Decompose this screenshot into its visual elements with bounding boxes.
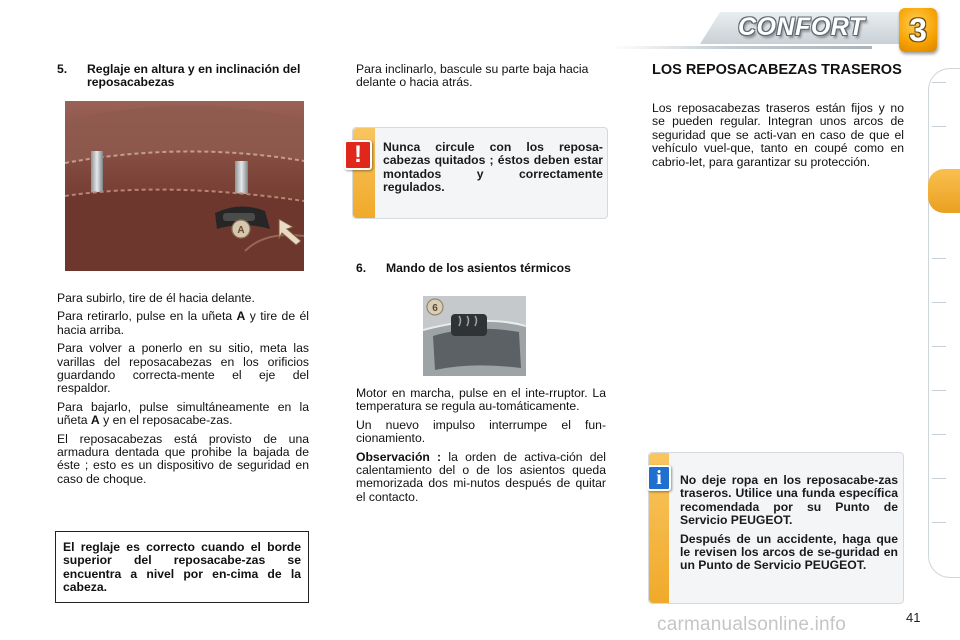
info-paragraph: No deje ropa en los reposacabe-zas traseros. Utilice una funda específica recomendada por su Punto de Servicio PEUGEOT. xyxy=(680,473,898,528)
paragraph-observacion xyxy=(356,451,606,505)
inclinar-text: Para inclinarlo, bascule su parte baja hacia delante o hacia atrás. xyxy=(356,62,589,90)
text-run: Para retirarlo, pulse en la uñeta xyxy=(57,309,233,324)
exclamation-glyph: ! xyxy=(354,141,362,168)
paragraph: El reposacabezas está provisto de una armadura dentada que prohibe la bajada de éste ; esto es un dispositivo de seguridad en caso de choque. xyxy=(57,431,309,486)
paragraph: Para subirlo, tire de él hacia delante. xyxy=(57,291,255,305)
thumb-index-edge xyxy=(928,68,960,578)
section-6-heading xyxy=(356,262,606,275)
heated-seat-switch-photo xyxy=(423,296,526,376)
observacion-label: Observación : xyxy=(356,449,442,464)
paragraph-retirar xyxy=(57,310,309,337)
section-5-number: 5. xyxy=(57,62,68,76)
section-6-number: 6. xyxy=(356,261,367,275)
thumb-tick xyxy=(932,346,946,347)
thumb-tick xyxy=(932,126,946,127)
info-icon xyxy=(647,465,671,491)
chapter-number: 3 xyxy=(909,12,927,48)
thumb-tick xyxy=(932,302,946,303)
headrest-photo xyxy=(65,101,304,271)
thumb-tick xyxy=(932,434,946,435)
exclamation-icon xyxy=(344,140,372,170)
info-paragraph: Después de un accidente, haga que le revisen los arcos de se-guridad en un Punto de Servicio PEUGEOT. xyxy=(680,531,898,573)
section-6-title: Mando de los asientos térmicos xyxy=(386,261,571,275)
bold-ref: A xyxy=(236,309,246,324)
headrest-illustration xyxy=(65,101,304,271)
paragraph: Un nuevo impulso interrumpe el fun-cionamiento. xyxy=(356,417,606,446)
chapter-thumb-index xyxy=(928,68,960,578)
thumb-tick xyxy=(932,390,946,391)
warning-text: Nunca circule con los reposa-cabezas quitados ; éstos deben estar montados y correctamente regulados. xyxy=(383,140,603,195)
thumb-tick xyxy=(932,478,946,479)
header-rule xyxy=(612,46,872,49)
text-run: Para bajarlo, pulse simultáneamente en la uñeta xyxy=(57,399,309,428)
observacion-text: la orden de activa-ción del calentamiento del o de los asientos queda memorizada dos mi-nutos después de quitar el contacto. xyxy=(356,449,606,504)
section-5-title: Reglaje en altura y en inclinación del reposacabezas xyxy=(87,62,301,90)
photo-label-a: A xyxy=(237,225,245,236)
section-6-body xyxy=(356,387,606,509)
thumb-index-active-tab[interactable] xyxy=(928,169,960,213)
text-run: y en el reposacabe-zas. xyxy=(103,413,233,428)
section-5-body xyxy=(57,292,309,491)
chapter-number-badge xyxy=(899,8,937,52)
chapter-title: CONFORT xyxy=(738,13,865,41)
watermark: carmanualsonline.info xyxy=(657,614,847,635)
thumb-tick xyxy=(932,82,946,83)
paragraph: Motor en marcha, pulse en el inte-rruptor. La temperatura se regula au-tomáticamente. xyxy=(356,386,606,414)
heated-seat-switch-illustration xyxy=(423,296,526,376)
section-5-heading xyxy=(57,63,312,90)
paragraph: Para volver a ponerlo en su sitio, meta las varillas del reposacabezas en los orificios guardando correcta-mente el eje del respaldor. xyxy=(57,341,309,396)
page-header xyxy=(0,0,960,58)
photo-label-6: 6 xyxy=(432,303,438,314)
paragraph-bajar xyxy=(57,401,309,428)
info-glyph: i xyxy=(656,467,662,489)
rear-headrests-text: Los reposacabezas traseros están fijos y no se pueden regular. Integran unos arcos de seguridad que se acti-van en caso de que el vehículo vuel-que, tanto en coupé como en cabrio-let, para garantizar su protección. xyxy=(652,101,904,169)
bold-ref: A xyxy=(90,413,100,428)
headrest-note-box: El reglaje es correcto cuando el borde superior del reposacabe-zas se encuentra a nivel por en-cima de la cabeza. xyxy=(55,531,309,603)
page-number: 41 xyxy=(906,610,921,625)
text-run: y tire de él hacia arriba. xyxy=(57,309,309,337)
thumb-tick xyxy=(932,522,946,523)
rear-headrests-title: LOS REPOSACABEZAS TRASEROS xyxy=(652,62,902,78)
info-text xyxy=(680,474,898,578)
thumb-tick xyxy=(932,258,946,259)
